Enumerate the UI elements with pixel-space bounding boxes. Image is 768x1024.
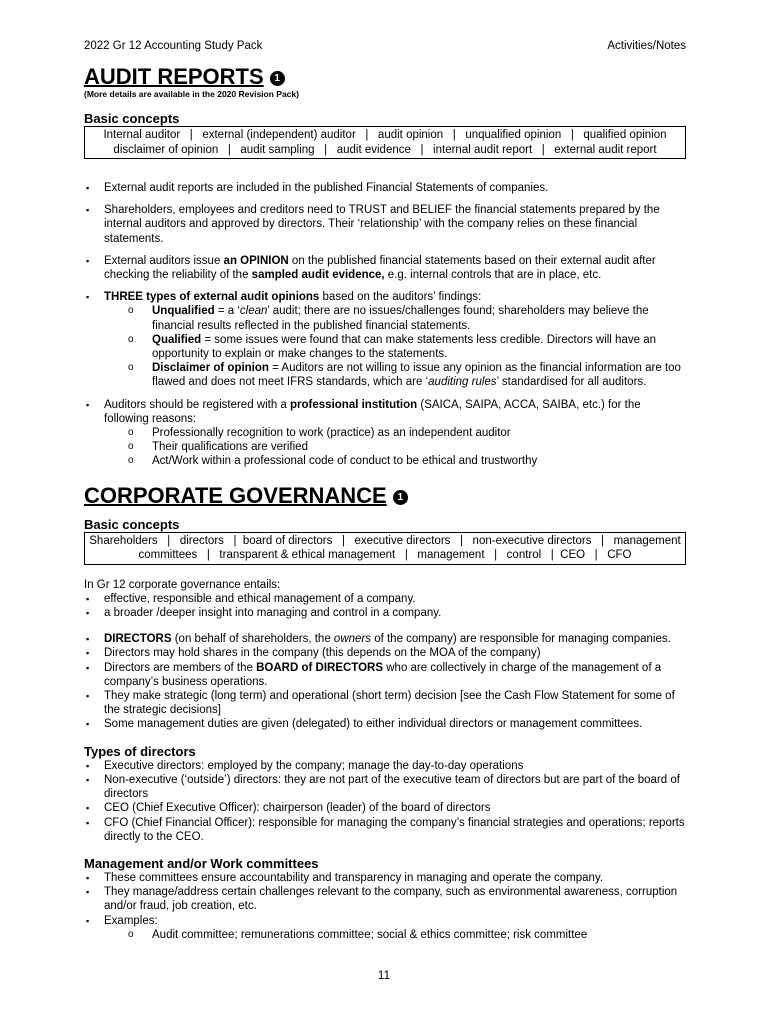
types-title: Types of directors (84, 743, 196, 759)
list-item: ▪ External auditors issue an OPINION on the published financial statements based on their external audit after checking the reliability of the sampled audit evidence, e.g. internal controls that are in place, etc. (84, 254, 686, 282)
list-item: ▪ DIRECTORS (on behalf of shareholders, the owners of the company) are responsible for managing companies. (84, 632, 686, 646)
list-item: ▪ External audit reports are included in the published Financial Statements of companies. (84, 181, 686, 195)
list-item: ▪ Auditors should be registered with a professional institution (SAICA, SAIPA, ACCA, SAIBA, etc.) for the following reasons: o Professionally recognition to work (practice) as an independent auditor o Their qualifications are verified o Act/Work within a professional code of conduct to be ethical and trustworthy (84, 398, 686, 469)
directors-list (84, 632, 686, 731)
audit-title: AUDIT REPORTS 1 (84, 64, 686, 90)
header-right: Activities/Notes (607, 40, 686, 52)
list-item: ▪ Executive directors: employed by the company; manage the day-to-day operations (84, 759, 686, 773)
list-item: ▪ Examples: o Audit committee; remunerations committee; social & ethics committee; risk committee (84, 914, 686, 942)
list-item: o Act/Work within a professional code of conduct to be ethical and trustworthy (104, 454, 686, 468)
audit-note: (More details are available in the 2020 Revision Pack) (84, 89, 299, 99)
number-one-icon: 1 (270, 71, 285, 86)
list-item: ▪ Directors are members of the BOARD of DIRECTORS who are collectively in charge of the management of a company’s business operations. (84, 661, 686, 689)
concepts-line: disclaimer of opinion | audit sampling | audit evidence | internal audit report | external audit report (113, 143, 657, 156)
page-number: 11 (377, 968, 391, 982)
entails-list (84, 592, 686, 620)
list-item: ▪ Directors may hold shares in the company (this depends on the MOA of the company) (84, 646, 686, 660)
opinion-sublist (104, 304, 686, 389)
governance-basic-title: Basic concepts (84, 516, 180, 532)
types-list (84, 759, 686, 844)
list-item: ▪ effective, responsible and ethical management of a company. (84, 592, 686, 606)
list-item: o Professionally recognition to work (practice) as an independent auditor (104, 426, 686, 440)
list-item: o Audit committee; remunerations committee; social & ethics committee; risk committee (104, 928, 686, 942)
concepts-line: committees | transparent & ethical management | management | control | CEO | CFO (138, 549, 632, 562)
list-item: o Unqualified = a ‘clean’ audit; there are no issues/challenges found; shareholders may believe the financial results reflected in the published financial statements. (104, 304, 686, 332)
audit-list (84, 181, 686, 469)
list-item: ▪ They make strategic (long term) and operational (short term) decision [see the Cash Flow Statement for some of the strategic decisions] (84, 689, 686, 717)
concepts-line: Shareholders | directors | board of directors | executive directors | non-executive directors | management (89, 534, 681, 547)
list-item: ▪ THREE types of external audit opinions based on the auditors’ findings: o Unqualified = a ‘clean’ audit; there are no issues/challenges found; shareholders may believe the financial results reflected in the published financial statements. o Qualified = some issues were found that can make statements less credible. Directors will have an opportunity to explain or make changes to the statements. o Disclaimer of opinion = Auditors are not willing to issue any opinion as the financial information are too flawed and does not meet IFRS standards, which are ‘auditing rules’ standardised for all auditors. (84, 290, 686, 389)
number-one-icon: 1 (393, 490, 408, 505)
list-item: o Their qualifications are verified (104, 440, 686, 454)
audit-concepts-box (84, 126, 686, 159)
list-item: ▪ CEO (Chief Executive Officer): chairperson (leader) of the board of directors (84, 801, 686, 815)
audit-basic-title: Basic concepts (84, 111, 180, 126)
list-item: ▪ Non-executive (‘outside’) directors: they are not part of the executive team of directors but are part of the board of directors (84, 773, 686, 801)
header-left: 2022 Gr 12 Accounting Study Pack (84, 40, 263, 52)
list-item: ▪ a broader /deeper insight into managing and control in a company. (84, 606, 686, 620)
mgmt-list (84, 871, 686, 942)
list-item: o Disclaimer of opinion = Auditors are not willing to issue any opinion as the financial information are too flawed and does not meet IFRS standards, which are ‘auditing rules’ standardised for all auditors. (104, 361, 686, 389)
list-item: ▪ These committees ensure accountability and transparency in managing and operate the company. (84, 871, 686, 885)
reasons-sublist (104, 426, 686, 469)
examples-sublist (104, 928, 686, 942)
list-item: ▪ CFO (Chief Financial Officer): responsible for managing the company’s financial strategies and operations; reports directly to the CEO. (84, 816, 686, 844)
list-item: ▪ Shareholders, employees and creditors need to TRUST and BELIEF the financial statements prepared by the internal auditors and approved by directors. Their ‘relationship’ with the company relies on these financial statements. (84, 203, 686, 246)
concepts-line: Internal auditor | external (independent) auditor | audit opinion | unqualified opinion | qualified opinion (103, 129, 667, 141)
content (84, 64, 686, 942)
governance-concepts-box (84, 532, 686, 565)
list-item: ▪ Some management duties are given (delegated) to either individual directors or management committees. (84, 717, 686, 731)
governance-intro: In Gr 12 corporate governance entails: (84, 578, 281, 591)
list-item: ▪ They manage/address certain challenges relevant to the company, such as environmental awareness, corruption and/or fraud, job creation, etc. (84, 885, 686, 913)
mgmt-title: Management and/or Work committees (84, 855, 319, 871)
list-item: o Qualified = some issues were found that can make statements less credible. Directors will have an opportunity to explain or make changes to the statements. (104, 333, 686, 361)
governance-title: CORPORATE GOVERNANCE 1 (84, 483, 686, 509)
